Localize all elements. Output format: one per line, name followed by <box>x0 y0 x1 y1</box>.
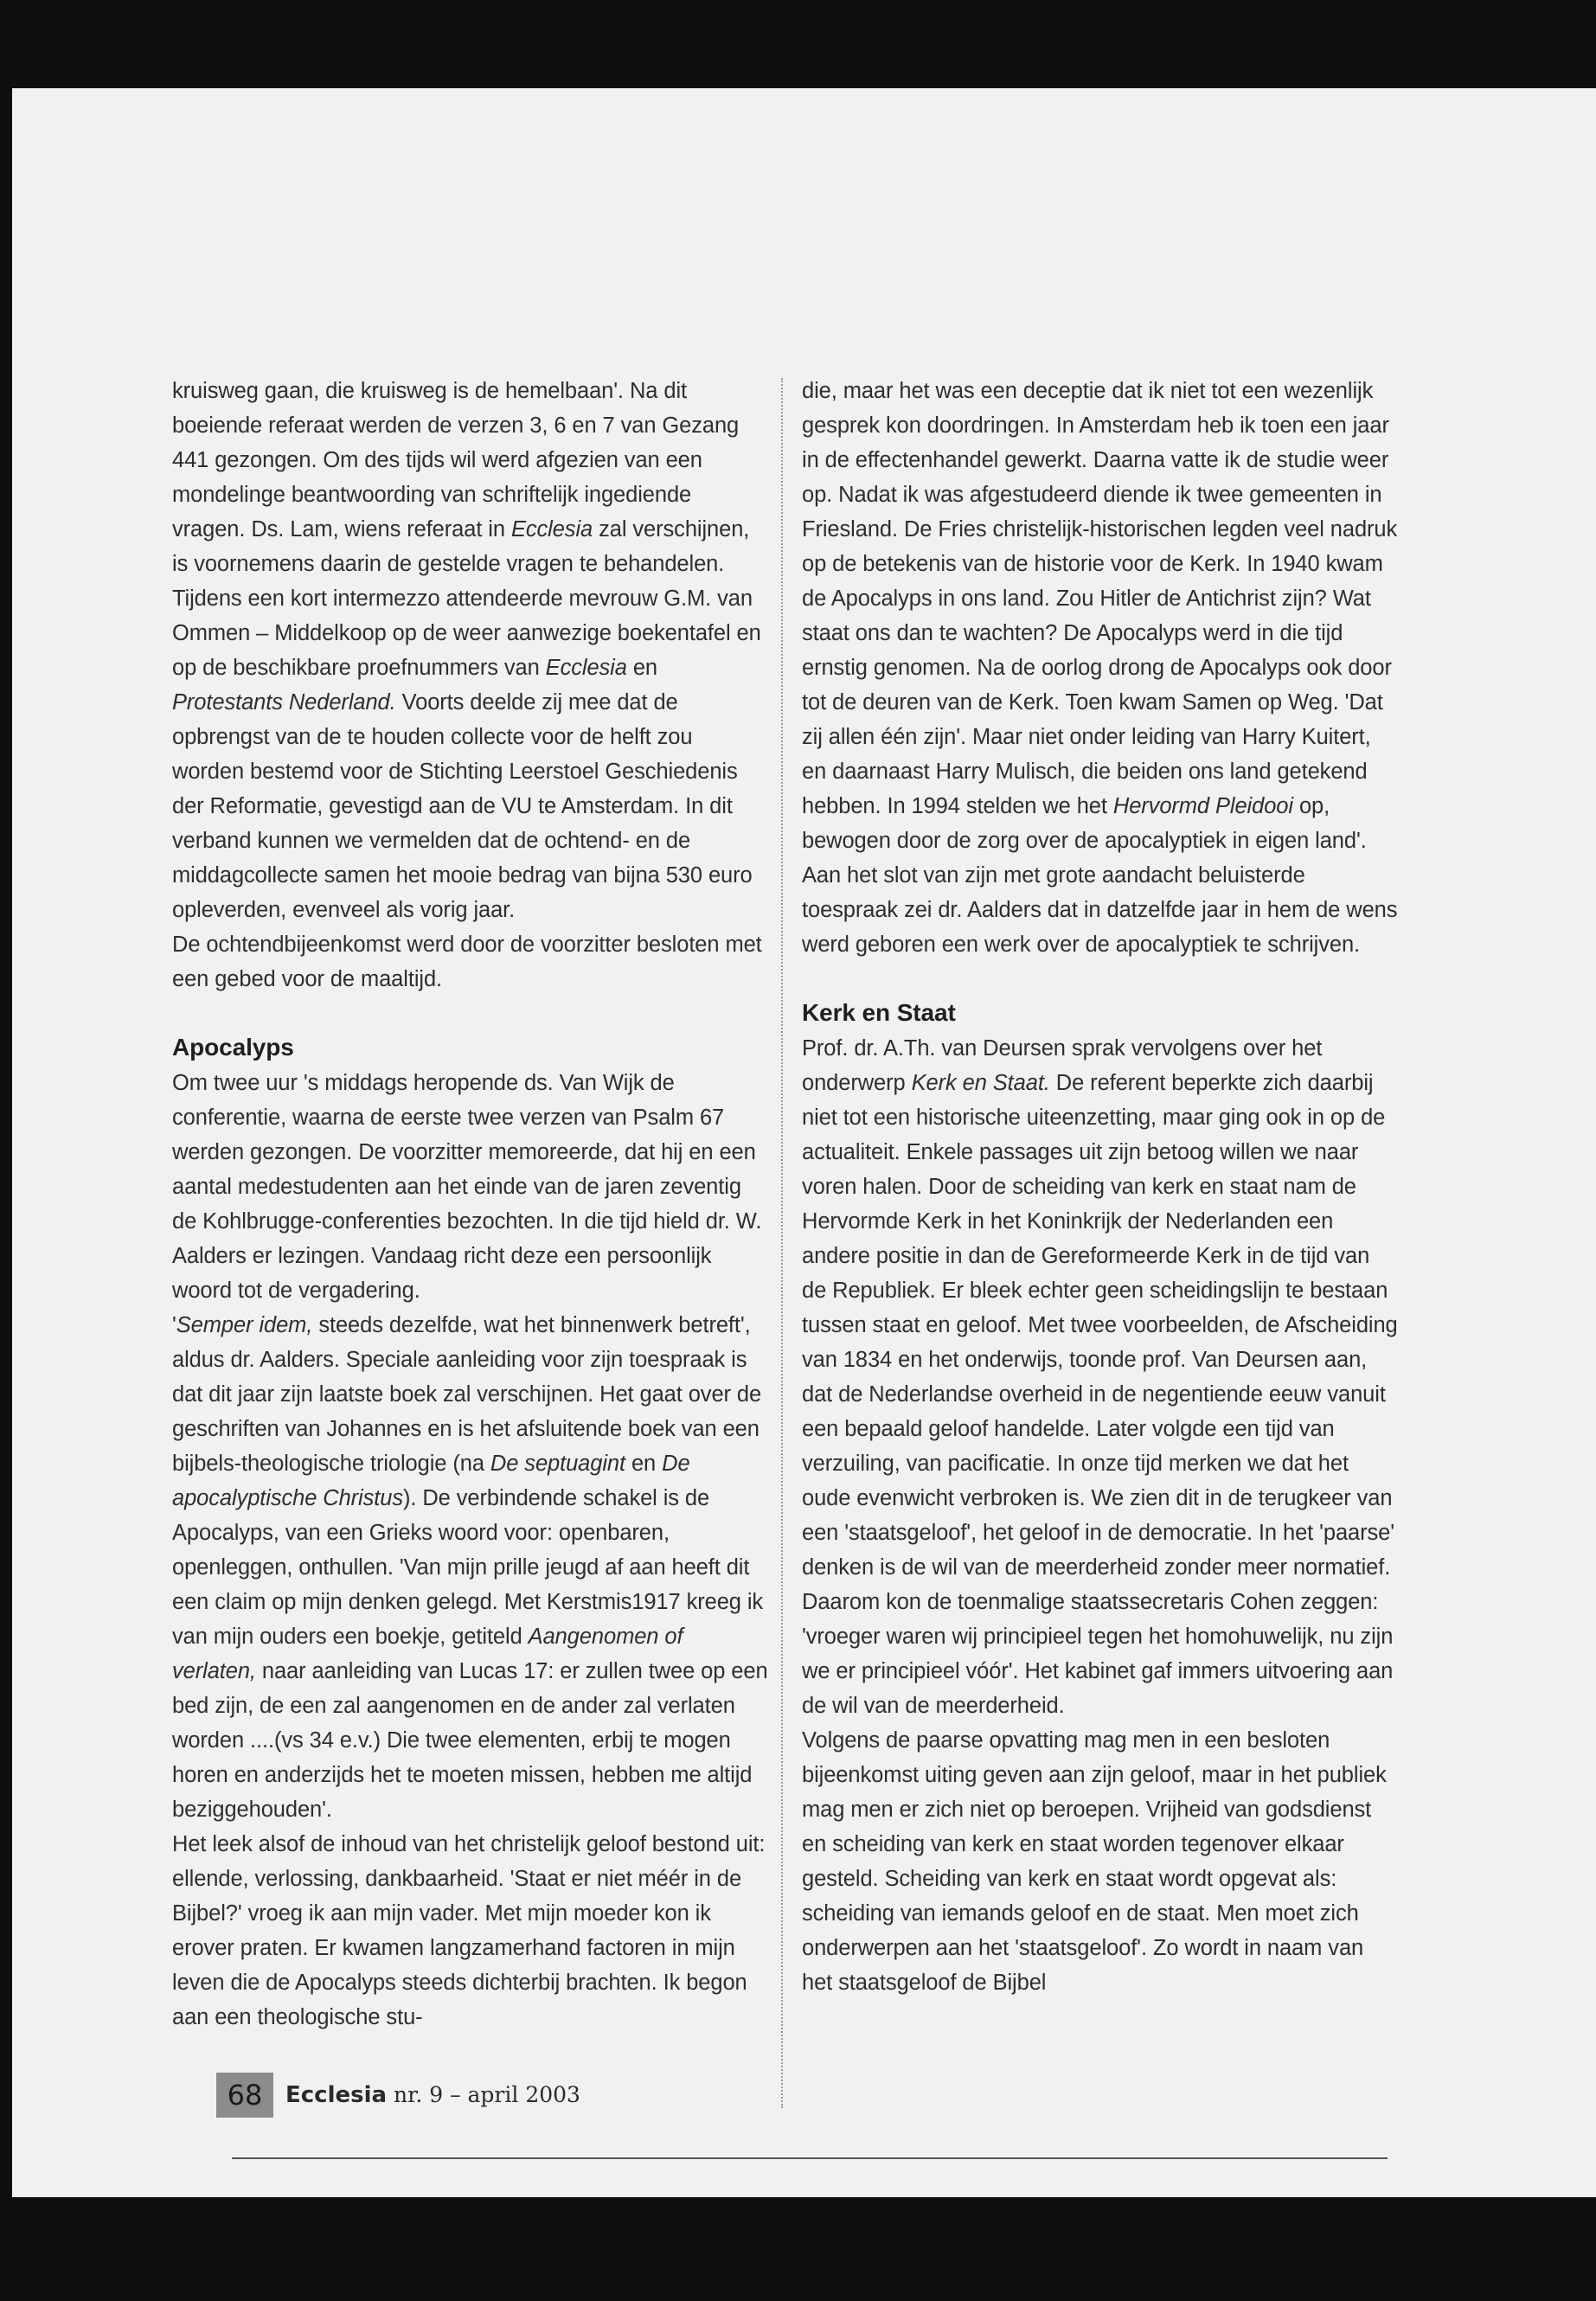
paragraph: kruisweg gaan, die kruisweg is de hemelbaan'. Na dit boeiende referaat werden de verzen 3, 6 en 7 van Gezang 441 gezongen. Om des tijds wil werd afgezien van een mondelinge beantwoording van schriftelijk ingediende vragen. Ds. Lam, wiens referaat in Ecclesia zal verschijnen, is voornemens daarin de gestelde vragen te behandelen. <box>172 379 750 576</box>
column-divider <box>781 378 783 2108</box>
footer-rule <box>232 2157 1388 2159</box>
left-column <box>172 374 769 2035</box>
section-heading-apocalyps: Apocalyps <box>172 1034 294 1061</box>
paragraph: Om twee uur 's middags heropende ds. Van Wijk de conferentie, waarna de eerste twee verzen van Psalm 67 werden gezongen. De voorzitter memoreerde, dat hij en een aantal medestudenten aan het einde van de jaren zeventig de Kohlbrugge-conferenties bezochten. In die tijd hield dr. W. Aalders er lezingen. Vandaag richt deze een persoonlijk woord tot de vergadering. <box>172 1071 762 1303</box>
paragraph: Het leek alsof de inhoud van het christelijk geloof bestond uit: ellende, verlossing, dankbaarheid. 'Staat er niet méér in de Bijbel?' vroeg ik aan mijn vader. Met mijn moeder kon ik erover praten. Er kwamen langzamerhand factoren in mijn leven die de Apocalyps steeds dichterbij brachten. Ik begon aan een theologische stu- <box>172 1832 766 2029</box>
paragraph: Tijdens een kort intermezzo attendeerde mevrouw G.M. van Ommen – Middelkoop op de weer aanwezige boekentafel en op de beschikbare proefnummers van Ecclesia en Protestants Nederland. Voorts deelde zij mee dat de opbrengst van de te houden collecte voor de helft zou worden bestemd voor de Stichting Leerstoel Geschiedenis der Reformatie, gevestigd aan de VU te Amsterdam. In dit verband kunnen we vermelden dat de ochtend- en de middagcollecte samen het mooie bedrag van bijna 530 euro opleverden, evenveel als vorig jaar. <box>172 586 761 922</box>
journal-name: Ecclesia <box>285 2082 388 2108</box>
paragraph: Prof. dr. A.Th. van Deursen sprak vervolgens over het onderwerp Kerk en Staat. De referent beperkte zich daarbij niet tot een historische uiteenzetting, maar ging ook in op de actualiteit. Enkele passages uit zijn betoog willen we naar voren halen. Door de scheiding van kerk en staat nam de Hervormde Kerk in het Koninkrijk der Nederlanden een andere positie in dan de Gereformeerde Kerk in de tijd van de Republiek. Er bleek echter geen scheidingslijn te bestaan tussen staat en geloof. Met twee voorbeelden, de Afscheiding van 1834 en het onderwijs, toonde prof. Van Deursen aan, dat de Nederlandse overheid in de negentiende eeuw vanuit een bepaald geloof handelde. Later volgde een tijd van verzuiling, van pacificatie. In onze tijd merken we dat het oude evenwicht verbroken is. We zien dit in de terugkeer van een 'staatsgeloof', het geloof in de democratie. In het 'paarse' denken is de wil van de meerderheid zonder meer normatief. Daarom kon de toenmalige staatssecretaris Cohen zeggen: 'vroeger waren wij principieel tegen het homohuwelijk, nu zijn we er principieel vóór'. Het kabinet gaf immers uitvoering aan de wil van de meerderheid. <box>802 1036 1398 1718</box>
page-number: 68 <box>216 2073 273 2118</box>
paragraph: die, maar het was een deceptie dat ik niet tot een wezenlijk gesprek kon doordringen. In Amsterdam heb ik toen een jaar in de effectenhandel gewerkt. Daarna vatte ik de studie weer op. Nadat ik was afgestudeerd diende ik twee gemeenten in Friesland. De Fries christelijk-historischen legden veel nadruk op de betekenis van de historie voor de Kerk. In 1940 kwam de Apocalyps in ons land. Zou Hitler de Antichrist zijn? Wat staat ons dan te wachten? De Apocalyps werd in die tijd ernstig genomen. Na de oorlog drong de Apocalyps ook door tot de deuren van de Kerk. Toen kwam Samen op Weg. 'Dat zij allen één zijn'. Maar niet onder leiding van Harry Kuitert, en daarnaast Harry Mulisch, die beiden ons land getekend hebben. In 1994 stelden we het Hervormd Pleidooi op, bewogen door de zorg over de apocalyptiek in eigen land'. Aan het slot van zijn met grote aandacht beluisterde toespraak zei dr. Aalders dat in datzelfde jaar in hem de wens werd geboren een werk over de apocalyptiek te schrijven. <box>802 379 1398 957</box>
paragraph: Volgens de paarse opvatting mag men in een besloten bijeenkomst uiting geven aan zijn geloof, maar in het publiek mag men er zich niet op beroepen. Vrijheid van godsdienst en scheiding van kerk en staat worden tegenover elkaar gesteld. Scheiding van kerk en staat wordt opgevat als: scheiding van iemands geloof en de staat. Men moet zich onderwerpen aan het 'staatsgeloof'. Zo wordt in naam van het staatsgeloof de Bijbel <box>802 1728 1387 1995</box>
scan-border <box>0 2202 1596 2301</box>
section-heading-kerk-en-staat: Kerk en Staat <box>802 999 956 1026</box>
right-column <box>802 374 1399 2000</box>
page-sheet <box>12 88 1596 2197</box>
paragraph: 'Semper idem, steeds dezelfde, wat het binnenwerk betreft', aldus dr. Aalders. Speciale aanleiding voor zijn toespraak is dat dit jaar zijn laatste boek zal verschijnen. Het gaat over de geschriften van Johannes en is het afsluitende boek van een bijbels-theologische triologie (na De septuagint en De apocalyptische Christus). De verbindende schakel is de Apocalyps, van een Grieks woord voor: openbaren, openleggen, onthullen. 'Van mijn prille jeugd af aan heeft dit een claim op mijn denken gelegd. Met Kerstmis1917 kreeg ik van mijn ouders een boekje, getiteld Aangenomen of verlaten, naar aanleiding van Lucas 17: er zullen twee op een bed zijn, de een zal aangenomen en de ander zal verlaten worden ....(vs 34 e.v.) Die twee elementen, erbij te mogen horen en anderzijds het te moeten missen, hebben me altijd beziggehouden'. <box>172 1313 768 1822</box>
paragraph: De ochtendbijeenkomst werd door de voorzitter besloten met een gebed voor de maaltijd. <box>172 933 762 991</box>
journal-footer <box>285 2078 580 2112</box>
issue-info: nr. 9 – april 2003 <box>387 2082 580 2107</box>
